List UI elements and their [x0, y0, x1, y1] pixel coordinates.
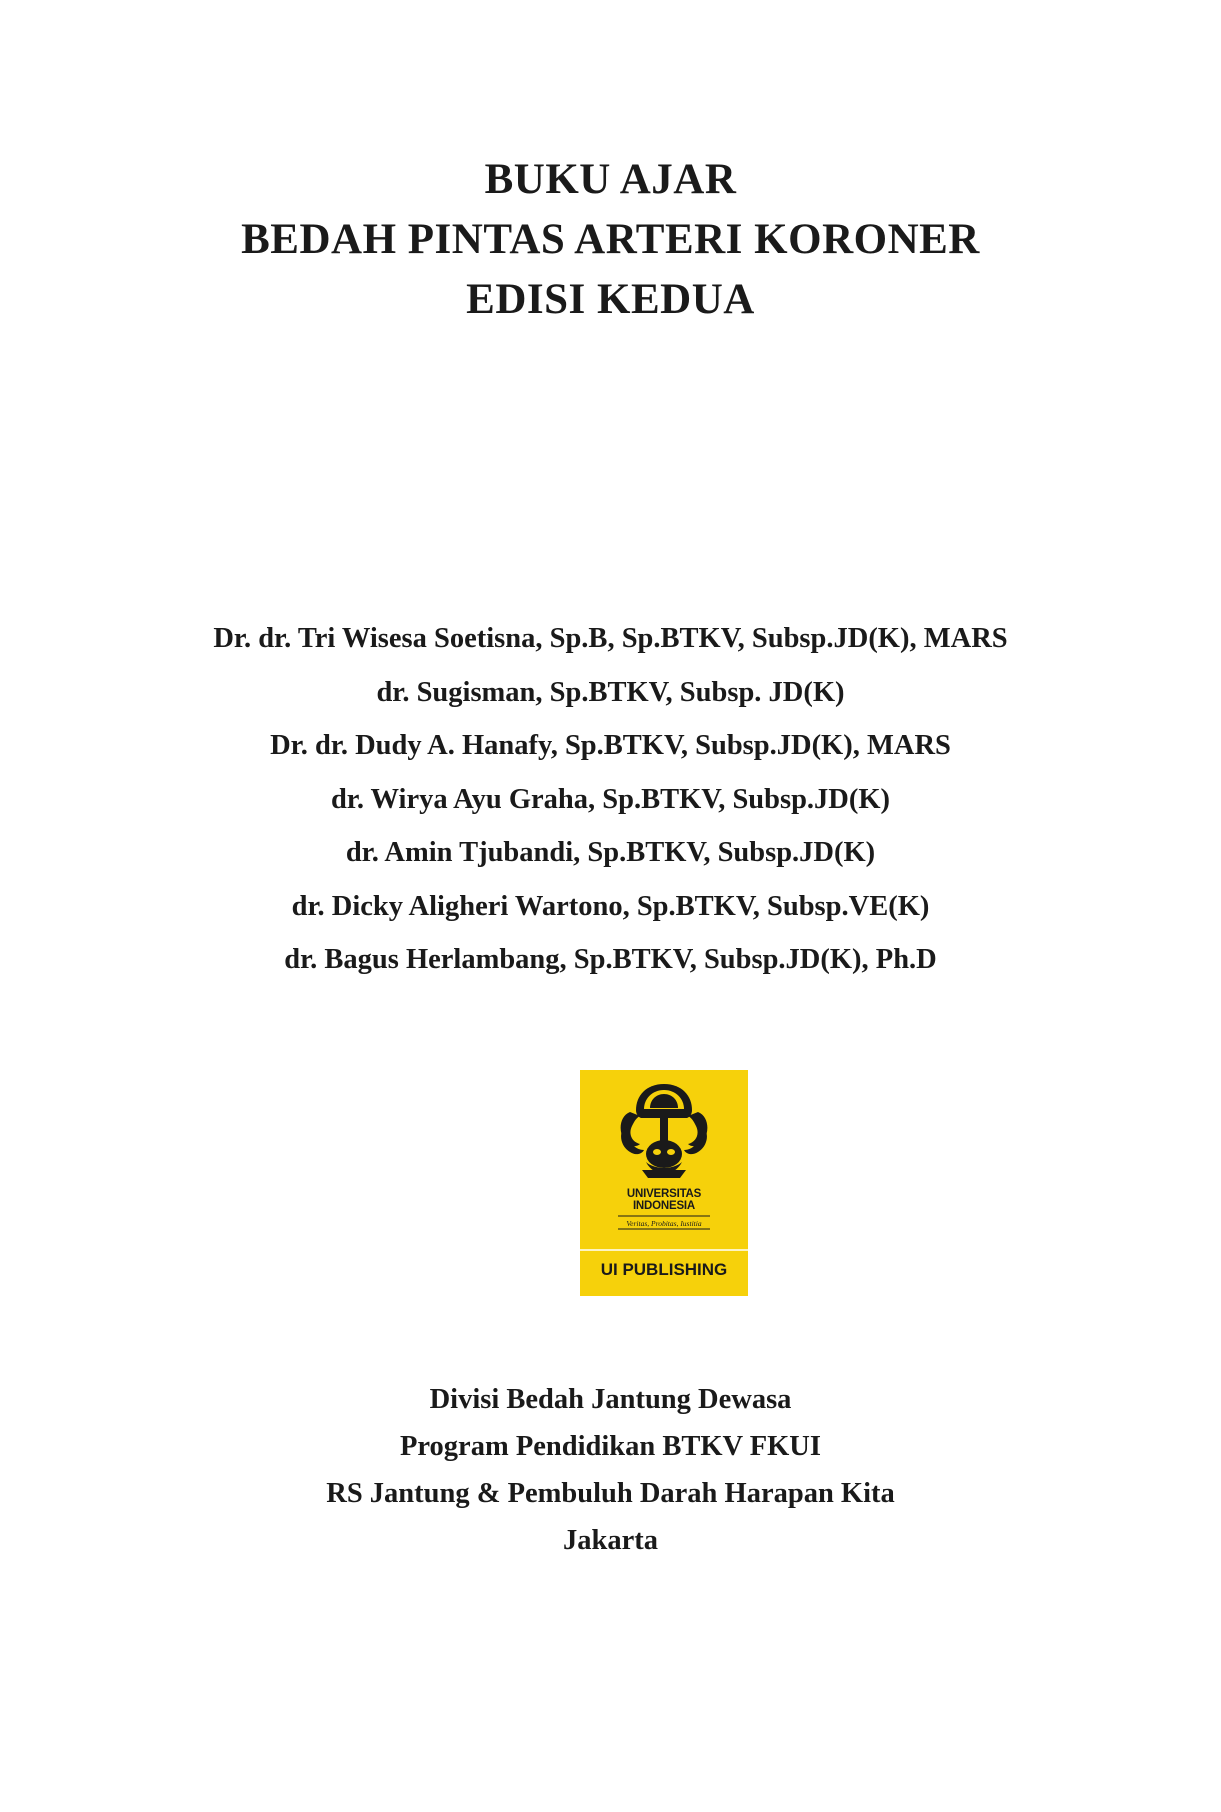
author-name: Dr. dr. Tri Wisesa Soetisna, Sp.B, Sp.BTKV, Subsp.JD(K), MARS	[213, 623, 1008, 654]
author-name: dr. Dicky Aligheri Wartono, Sp.BTKV, Subsp.VE(K)	[291, 890, 930, 922]
author-name: dr. Bagus Herlambang, Sp.BTKV, Subsp.JD(K), Ph.D	[284, 944, 937, 975]
title-line-2: BEDAH PINTAS ARTERI KORONER	[241, 216, 980, 263]
logo-motto: Veritas, Probitas, Iustitia	[626, 1219, 702, 1228]
author-name: dr. Sugisman, Sp.BTKV, Subsp. JD(K)	[376, 676, 845, 708]
logo-university-name	[580, 1188, 748, 1212]
author-list	[0, 612, 1221, 987]
institution-line-3: RS Jantung & Pembuluh Darah Harapan Kita	[326, 1478, 895, 1509]
author-name: Dr. dr. Dudy A. Hanafy, Sp.BTKV, Subsp.JD(K), MARS	[270, 730, 951, 761]
ui-publishing-logo	[580, 1070, 748, 1296]
institution-line-1: Divisi Bedah Jantung Dewasa	[429, 1384, 792, 1415]
logo-university-line-2: INDONESIA	[632, 1200, 696, 1212]
author-name: dr. Wirya Ayu Graha, Sp.BTKV, Subsp.JD(K)	[330, 783, 891, 815]
logo-publisher: UI PUBLISHING	[600, 1260, 728, 1279]
institution-info	[0, 1376, 1221, 1564]
title-line-3: EDISI KEDUA	[466, 276, 755, 323]
book-title	[0, 150, 1221, 330]
institution-line-4: Jakarta	[563, 1525, 658, 1556]
author-name: dr. Amin Tjubandi, Sp.BTKV, Subsp.JD(K)	[345, 837, 876, 868]
title-line-1: BUKU AJAR	[484, 156, 737, 203]
institution-line-2: Program Pendidikan BTKV FKUI	[400, 1431, 821, 1462]
logo-university-line-1: UNIVERSITAS	[626, 1188, 702, 1200]
